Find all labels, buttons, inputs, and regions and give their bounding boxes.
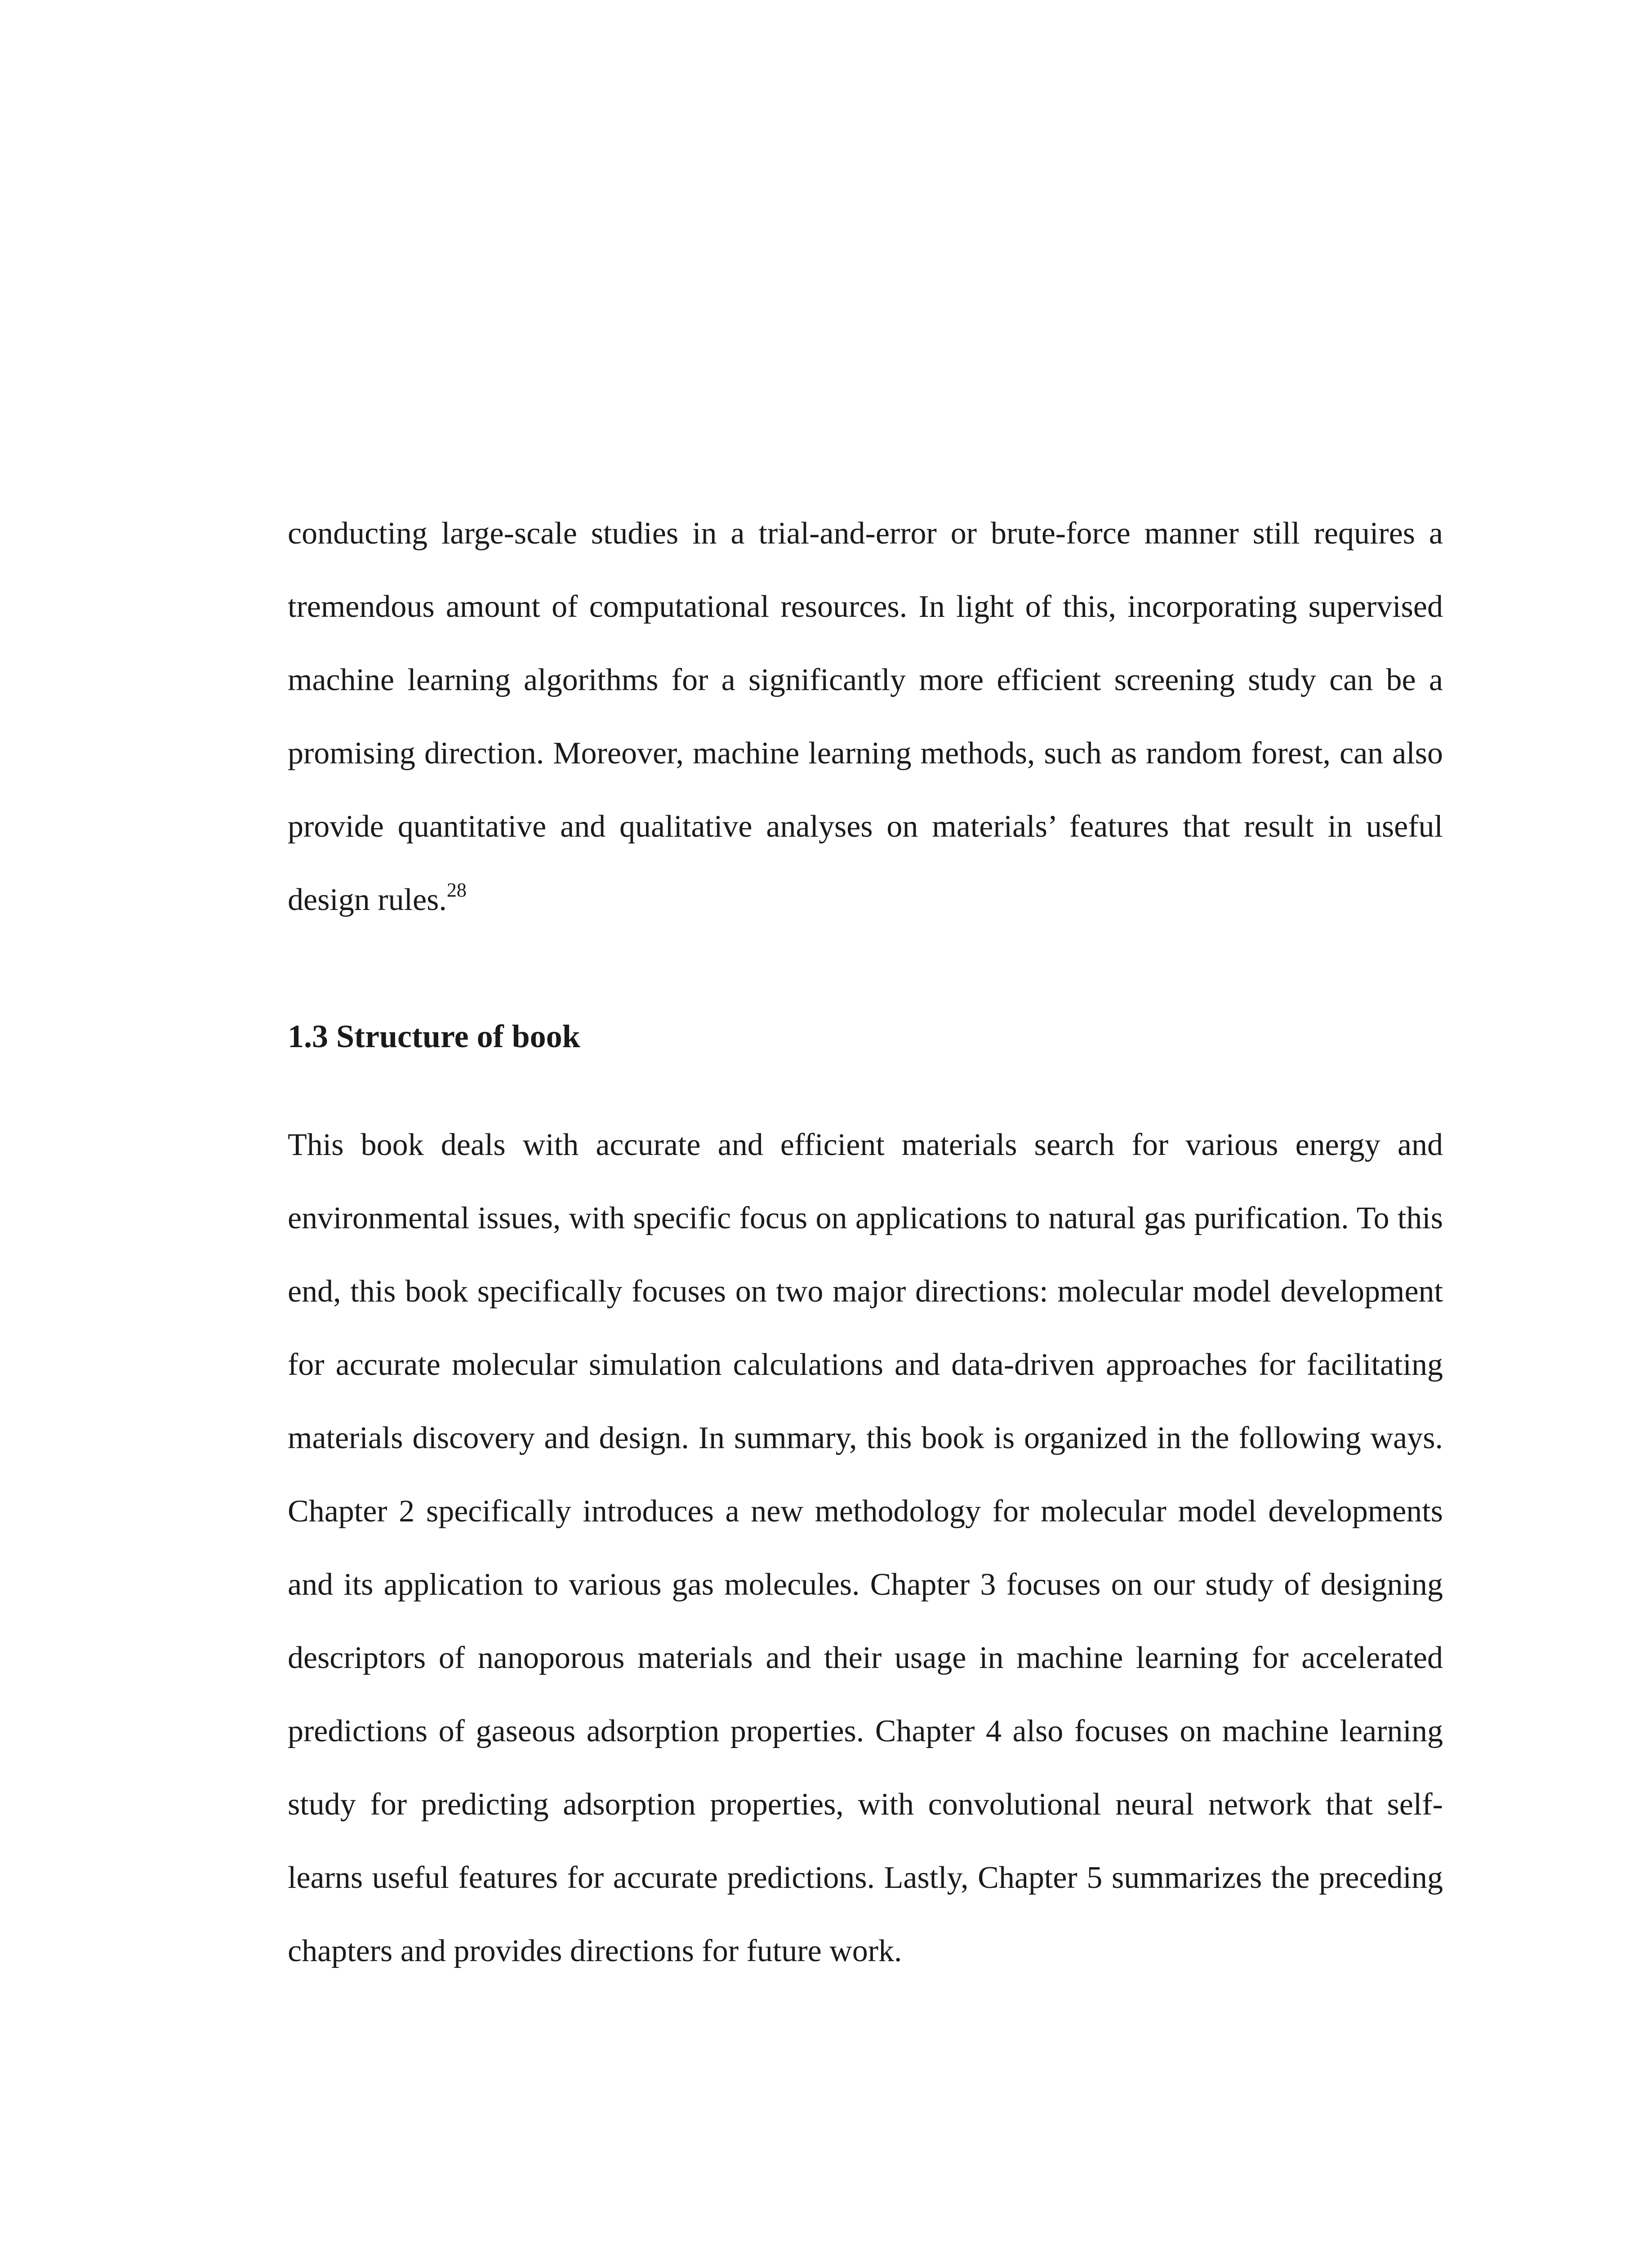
paragraph-block-2 — [288, 1108, 1443, 1988]
citation-superscript: 28 — [446, 879, 467, 901]
section-heading-block — [288, 1009, 1443, 1063]
paragraph-block-1 — [288, 497, 1443, 937]
section-heading: 1.3 Structure of book — [288, 1018, 580, 1054]
paragraph-2: This book deals with accurate and efficient materials search for various energy and environmental issues, with specific focus on applications to natural gas purification. To this end, this book specifically focuses on two major directions: molecular model development for accurate molecular simulation calculations and data-driven approaches for facilitating materials discovery and design. In summary, this book is organized in the following ways. Chapter 2 specifically introduces a new methodology for molecular model developments and its application to various gas molecules. Chapter 3 focuses on our study of designing descriptors of nanoporous materials and their usage in machine learning for accelerated predictions of gaseous adsorption properties. Chapter 4 also focuses on machine learning study for predicting adsorption properties, with convolutional neural network that self-learns useful features for accurate predictions. Lastly, Chapter 5 summarizes the preceding chapters and provides directions for future work. — [288, 1128, 1443, 1968]
paragraph-1 — [288, 497, 1443, 937]
paragraph-1-text: conducting large-scale studies in a trial-and-error or brute-force manner still requires a tremendous amount of computational resources. In light of this, incorporating supervised machine learning algorithms for a significantly more efficient screening study can be a promising direction. Moreover, machine learning methods, such as random forest, can also provide quantitative and qualitative analyses on materials’ features that result in useful design rules. — [288, 516, 1443, 917]
